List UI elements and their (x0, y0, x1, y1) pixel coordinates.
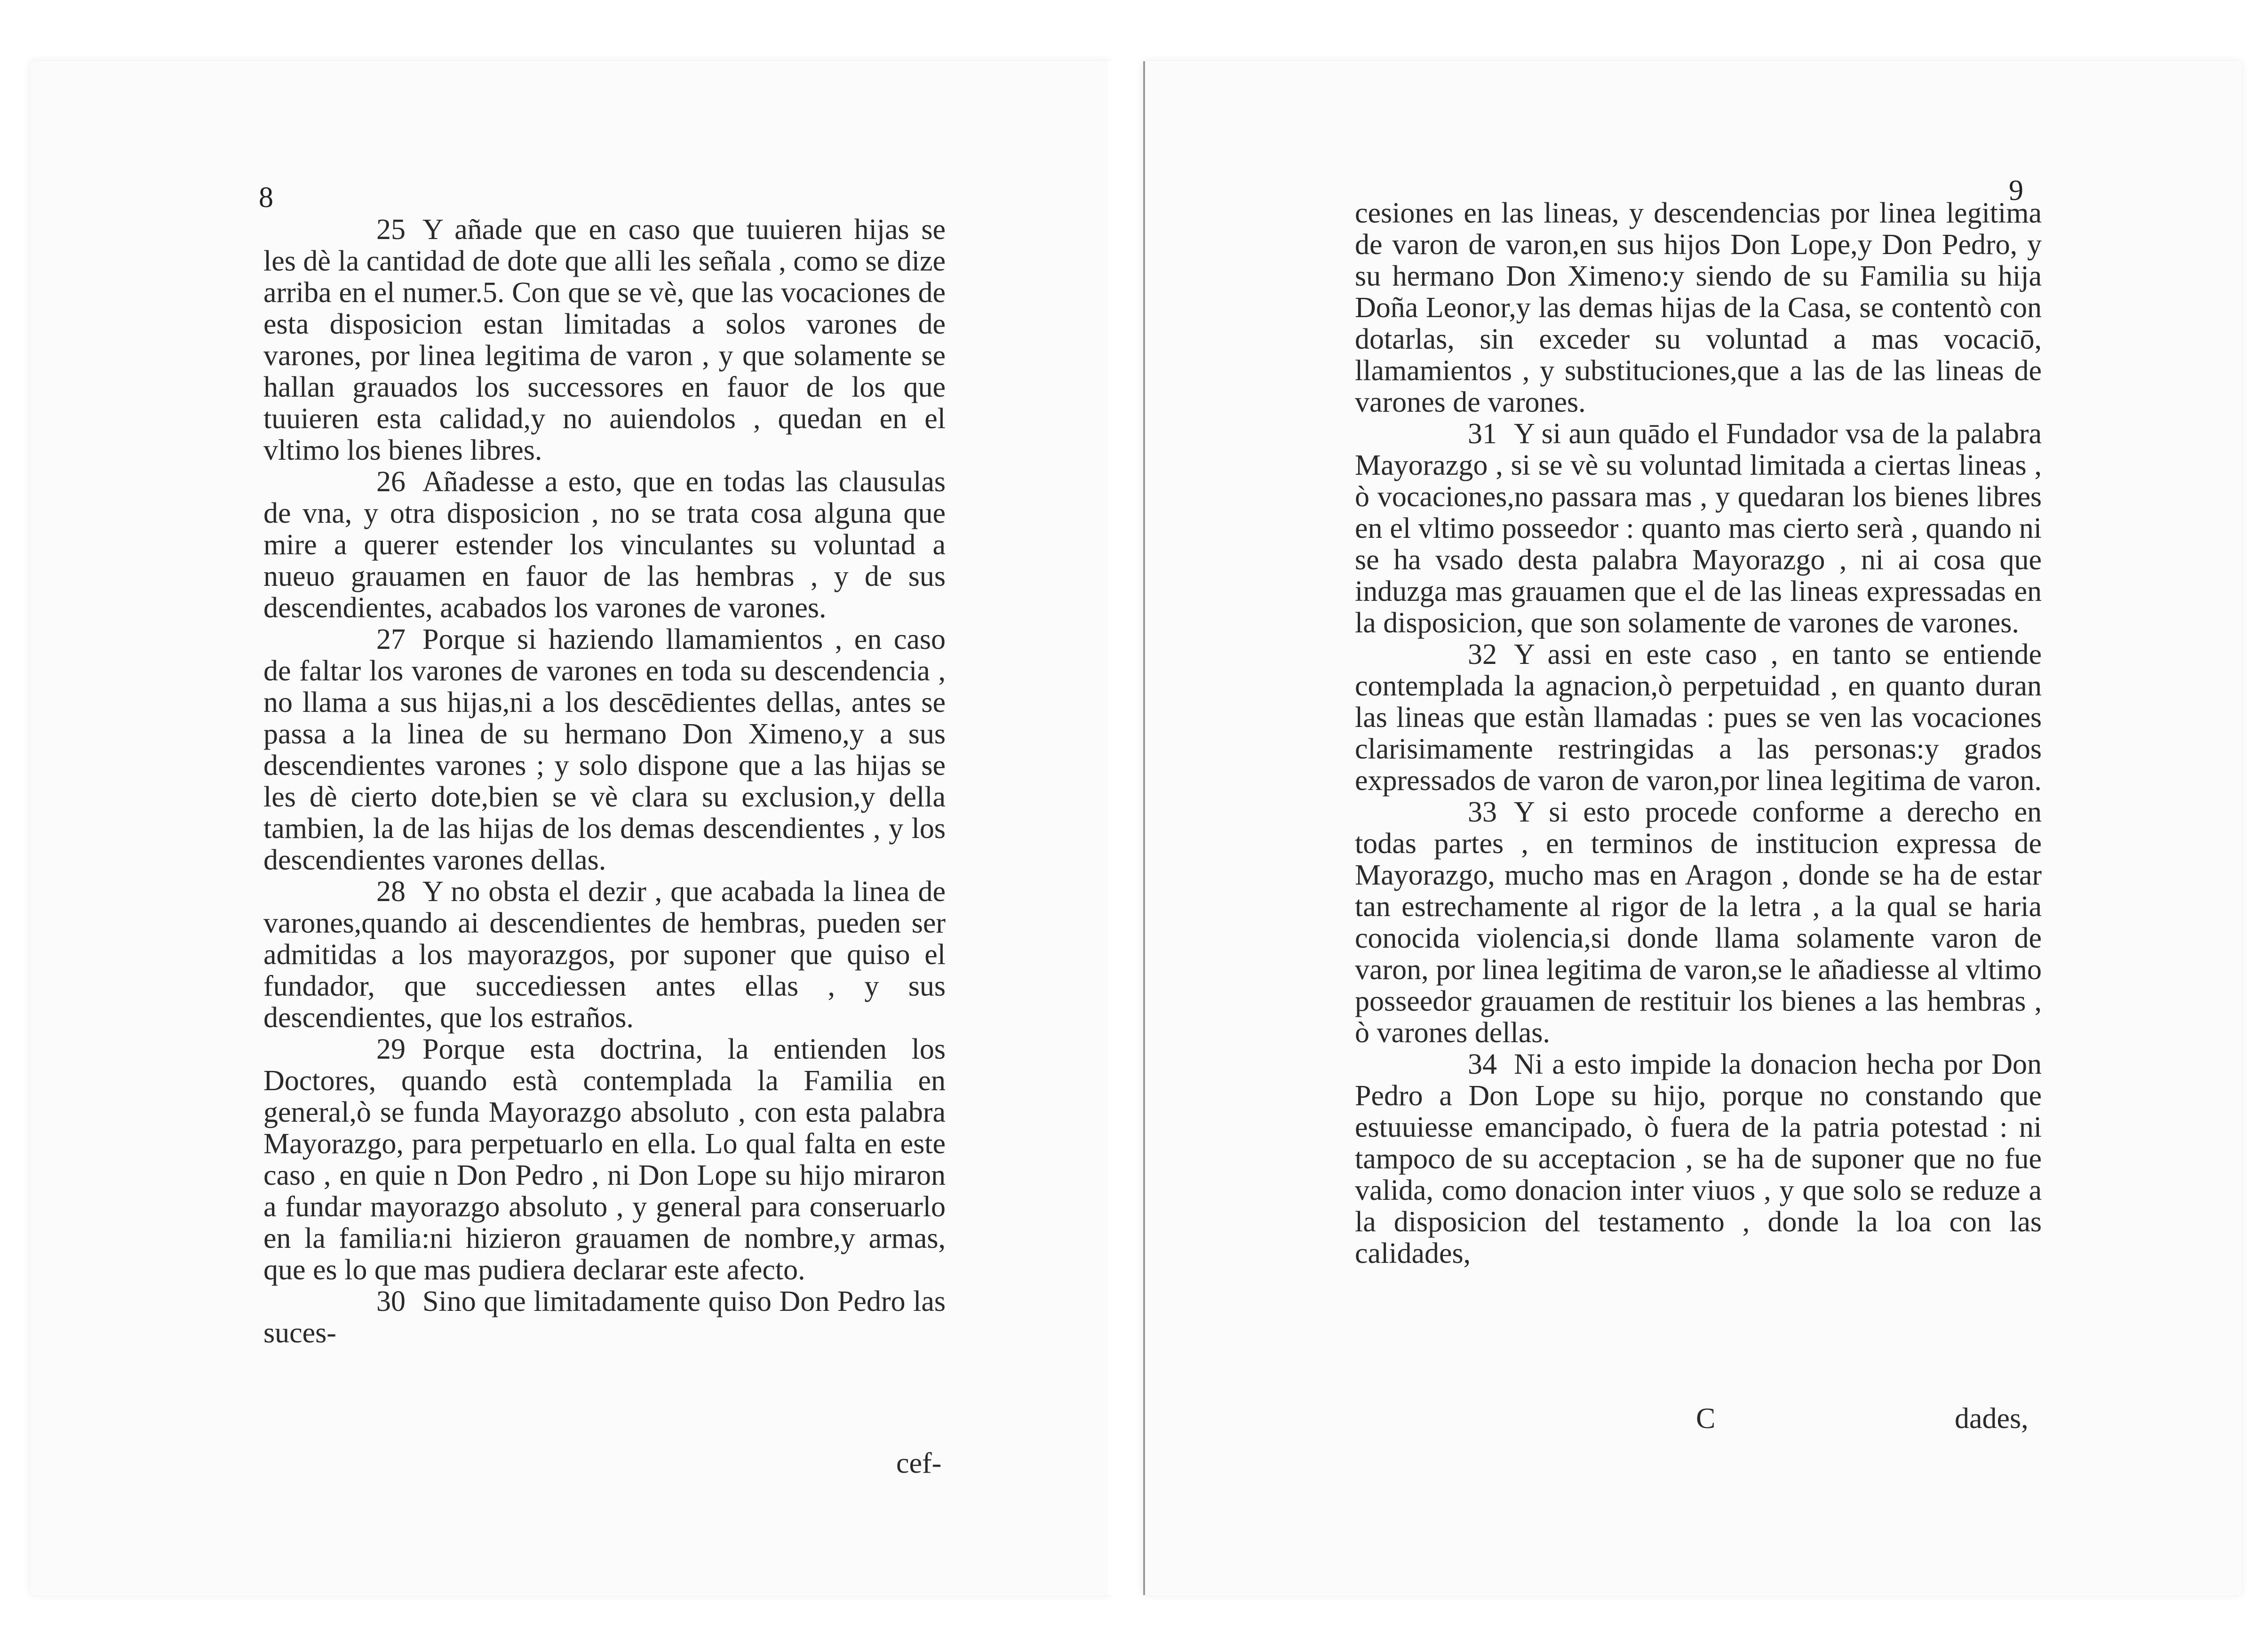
paragraph-text: Y assi en este caso , en tanto se entiende contemplada la agnacion,ò perpetuidad , en quanto duran las lineas que estàn llamadas : pues se ven las vocaciones clarisimamente restringidas a las personas:y grados expressados de varon de varon,por linea legitima de varon. (1355, 638, 2042, 797)
paragraph-text: Y si esto procede conforme a derecho en todas partes , en terminos de institucion expressa de Mayorazgo, mucho mas en Aragon , donde se ha de estar tan estrechamente al rigor de la letra , a la qual se haria conocida violencia,si donde llama solamente varon de varon, por linea legitima de varon,se le añadiesse al vltimo posseedor grauamen de restituir los bienes a las hembras , ò varones dellas. (1355, 796, 2042, 1049)
paragraph-text: Y si aun quādo el Fundador vsa de la palabra Mayorazgo , si se vè su voluntad limitada a ciertas lineas , ò vocaciones,no passara mas , y quedaran los bienes libres en el vltimo posseedor : quanto mas cierto serà , quando ni se ha vsado desta palabra Mayorazgo , ni ai cosa que induzga mas grauamen que el de las lineas expressadas en la disposicion, que son solamente de varones de varones. (1355, 418, 2042, 639)
signature-mark: C (1696, 1403, 1716, 1435)
paragraph-30 (263, 1286, 946, 1349)
paragraph-text: Porque esta doctrina, la entienden los Doctores, quando està contemplada la Familia en general,ò se funda Mayorazgo absoluto , con esta palabra Mayorazgo, para perpetuarlo en ella. Lo qual falta en este caso , en quie n Don Pedro , ni Don Lope su hijo miraron a fundar mayorazgo absoluto , y general para conseruarlo en la familia:ni hizieron grauamen de nombre,y armas, que es lo que mas pudiera declarar este afecto. (263, 1033, 946, 1286)
paragraph-text: Porque si haziendo llamamientos , en caso de faltar los varones de varones en toda su descendencia , no llama a sus hijas,ni a los descēdientes dellas, antes se passa a la linea de su hermano Don Ximeno,y a sus descendientes varones ; y solo dispone que a las hijas se les dè cierto dote,bien se vè clara su exclusion,y della tambien, la de las hijas de los demas descendientes , y los descendientes varones dellas. (263, 623, 946, 876)
paragraph-text: Sino que limitadamente quiso Don Pedro las suces- (263, 1285, 946, 1349)
paragraph-34 (1355, 1049, 2042, 1269)
paragraph-32 (1355, 639, 2042, 797)
paragraph-number: 28 (376, 876, 406, 908)
paragraph-text: Añadesse a esto, que en todas las clausulas de vna, y otra disposicion , no se trata cosa alguna que mire a querer estender los vinculantes su voluntad a nueuo grauamen en fauor de las hembras , y de sus descendientes, acabados los varones de varones. (263, 466, 946, 624)
book-gutter (1108, 61, 1143, 1595)
paragraph-continuation (1355, 198, 2042, 418)
paragraph-number: 29 (376, 1033, 406, 1065)
paragraph-number: 30 (376, 1285, 406, 1317)
paragraph-text: Y añade que en caso que tuuieren hijas se les dè la cantidad de dote que alli les señala , como se dize arriba en el numer.5. Con que se vè, que las vocaciones de esta disposicion estan limitadas a solos varones de varones, por linea legitima de varon , y que solamente se hallan grauados los successores en fauor de los que tuuieren esta calidad,y no auiendolos , quedan en el vltimo los bienes libres. (263, 214, 946, 466)
paragraph-number: 32 (1468, 638, 1497, 670)
paragraph-text: cesiones en las lineas, y descendencias por linea legitima de varon de varon,en sus hijos Don Lope,y Don Pedro, y su hermano Don Ximeno:y siendo de su Familia su hija Doña Leonor,y las demas hijas de la Casa, se contentò con dotarlas, sin exceder su voluntad a mas vocaciō, llamamientos , y substituciones,que a las de las lineas de varones de varones. (1355, 197, 2042, 418)
paragraph-28 (263, 876, 946, 1034)
right-catchword: dades, (1955, 1403, 2029, 1435)
paragraph-27 (263, 624, 946, 876)
paragraph-text: Ni a esto impide la donacion hecha por Don Pedro a Don Lope su hijo, porque no constando que estuuiesse emancipado, ò fuera de la patria potestad : ni tampoco de su acceptacion , se ha de suponer que no fue valida, como donacion inter viuos , y que solo se reduze a la disposicion del testamento , donde la loa con las calidades, (1355, 1048, 2042, 1269)
paragraph-text: Y no obsta el dezir , que acabada la linea de varones,quando ai descendientes de hembras, pueden ser admitidas a los mayorazgos, por suponer que quiso el fundador, que succediessen antes ellas , y sus descendientes, que los estraños. (263, 876, 946, 1034)
left-page-body (263, 214, 946, 1349)
left-page-number: 8 (259, 182, 273, 214)
right-page-number: 9 (2009, 175, 2023, 207)
paragraph-number: 34 (1468, 1048, 1497, 1080)
right-page-body (1355, 198, 2042, 1269)
paragraph-31 (1355, 418, 2042, 639)
paragraph-number: 33 (1468, 796, 1497, 828)
paragraph-26 (263, 466, 946, 624)
paragraph-number: 25 (376, 214, 406, 246)
paragraph-33 (1355, 797, 2042, 1049)
left-catchword: cef- (896, 1447, 942, 1479)
paragraph-number: 27 (376, 623, 406, 655)
paragraph-number: 31 (1468, 418, 1497, 450)
paragraph-25 (263, 214, 946, 466)
paragraph-number: 26 (376, 466, 406, 498)
paragraph-29 (263, 1034, 946, 1286)
